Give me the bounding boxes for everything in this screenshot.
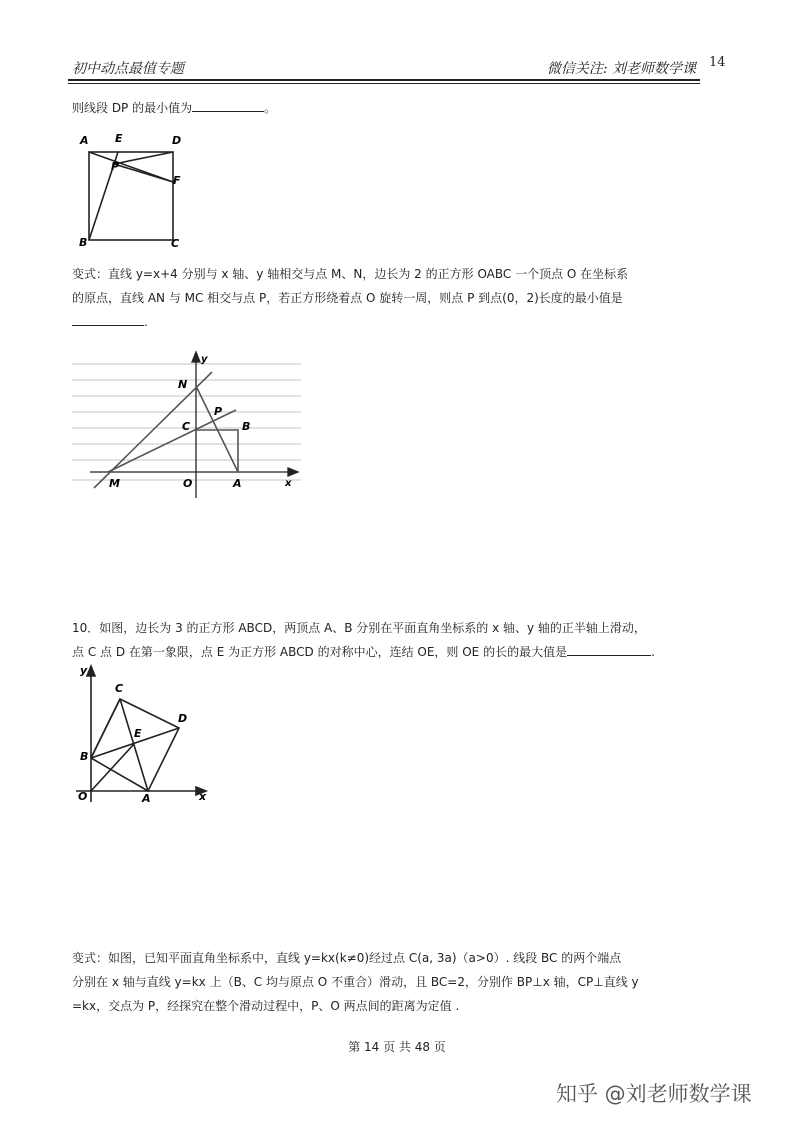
label-M: M xyxy=(109,477,120,490)
label-B: B xyxy=(242,420,251,433)
header-page-number: 14 xyxy=(709,55,726,70)
label-D: D xyxy=(178,712,188,725)
label-A: A xyxy=(233,477,242,490)
label-F: F xyxy=(173,174,181,187)
variant1-end: . xyxy=(144,315,148,329)
axis-y-label: y xyxy=(201,354,208,365)
label-E: E xyxy=(115,132,123,145)
figure-square-abcd xyxy=(74,128,194,252)
problem10-text: 点 C 点 D 在第一象限，点 E 为正方形 ABCD 的对称中心，连结 OE，则 OE 的长的最大值是 xyxy=(72,645,568,659)
header-rule-thin xyxy=(68,83,700,84)
figure-rotating-square xyxy=(72,662,222,812)
question-text: 则线段 DP 的最小值为 xyxy=(72,101,193,115)
label-O: O xyxy=(183,477,193,490)
zhihu-watermark: 知乎 @刘老师数学课 xyxy=(556,1082,752,1106)
axis-x-label: x xyxy=(199,790,207,803)
variant1-line3 xyxy=(72,310,148,334)
variant2-line2: 分别在 x 轴与直线 y=kx 上（B、C 均与原点 O 不重合）滑动，且 BC=2，分别作 BP⊥x 轴，CP⊥直线 y xyxy=(72,975,639,989)
problem10-line1: 10．如图，边长为 3 的正方形 ABCD，两顶点 A、B 分别在平面直角坐标系的 x 轴、y 轴的正半轴上滑动， xyxy=(72,621,646,635)
answer-blank xyxy=(72,311,144,326)
question-continuation xyxy=(72,96,276,120)
problem10-end: . xyxy=(651,645,655,659)
answer-blank xyxy=(192,97,264,112)
label-B: B xyxy=(80,750,89,763)
label-C: C xyxy=(182,420,191,433)
variant1-line2: 的原点，直线 AN 与 MC 相交与点 P，若正方形绕着点 O 旋转一周，则点 P 到点(0，2)长度的最小值是 xyxy=(72,291,623,305)
axis-x-label: x xyxy=(285,478,292,489)
page-footer: 第 14 页 共 48 页 xyxy=(348,1040,446,1054)
label-P: P xyxy=(111,160,120,173)
label-N: N xyxy=(178,378,188,391)
variant2-line1: 变式：如图，已知平面直角坐标系中，直线 y=kx(k≠0)经过点 C(a, 3a)（a>0）. 线段 BC 的两个端点 xyxy=(72,951,622,965)
figure-coordinate-mn xyxy=(72,350,312,498)
label-D: D xyxy=(172,134,182,147)
problem10-line2 xyxy=(72,640,655,664)
label-C: C xyxy=(115,682,124,695)
label-B: B xyxy=(79,236,88,249)
label-C: C xyxy=(171,237,180,250)
header-title: 初中动点最值专题 xyxy=(72,61,184,77)
axis-y-label: y xyxy=(80,664,88,677)
label-P: P xyxy=(214,405,223,418)
label-A: A xyxy=(80,134,89,147)
label-A: A xyxy=(142,792,151,805)
answer-blank xyxy=(567,641,651,656)
label-E: E xyxy=(134,727,142,740)
label-O: O xyxy=(78,790,88,803)
header-rule xyxy=(68,79,700,81)
question-end: 。 xyxy=(264,101,277,115)
variant2-line3: =kx，交点为 P，经探究在整个滑动过程中，P、O 两点间的距离为定值 . xyxy=(72,999,460,1013)
header-wechat: 微信关注: 刘老师数学课 xyxy=(546,61,696,77)
variant1-line1: 变式：直线 y=x+4 分别与 x 轴、y 轴相交与点 M、N，边长为 2 的正方形 OABC 一个顶点 O 在坐标系 xyxy=(72,267,629,281)
